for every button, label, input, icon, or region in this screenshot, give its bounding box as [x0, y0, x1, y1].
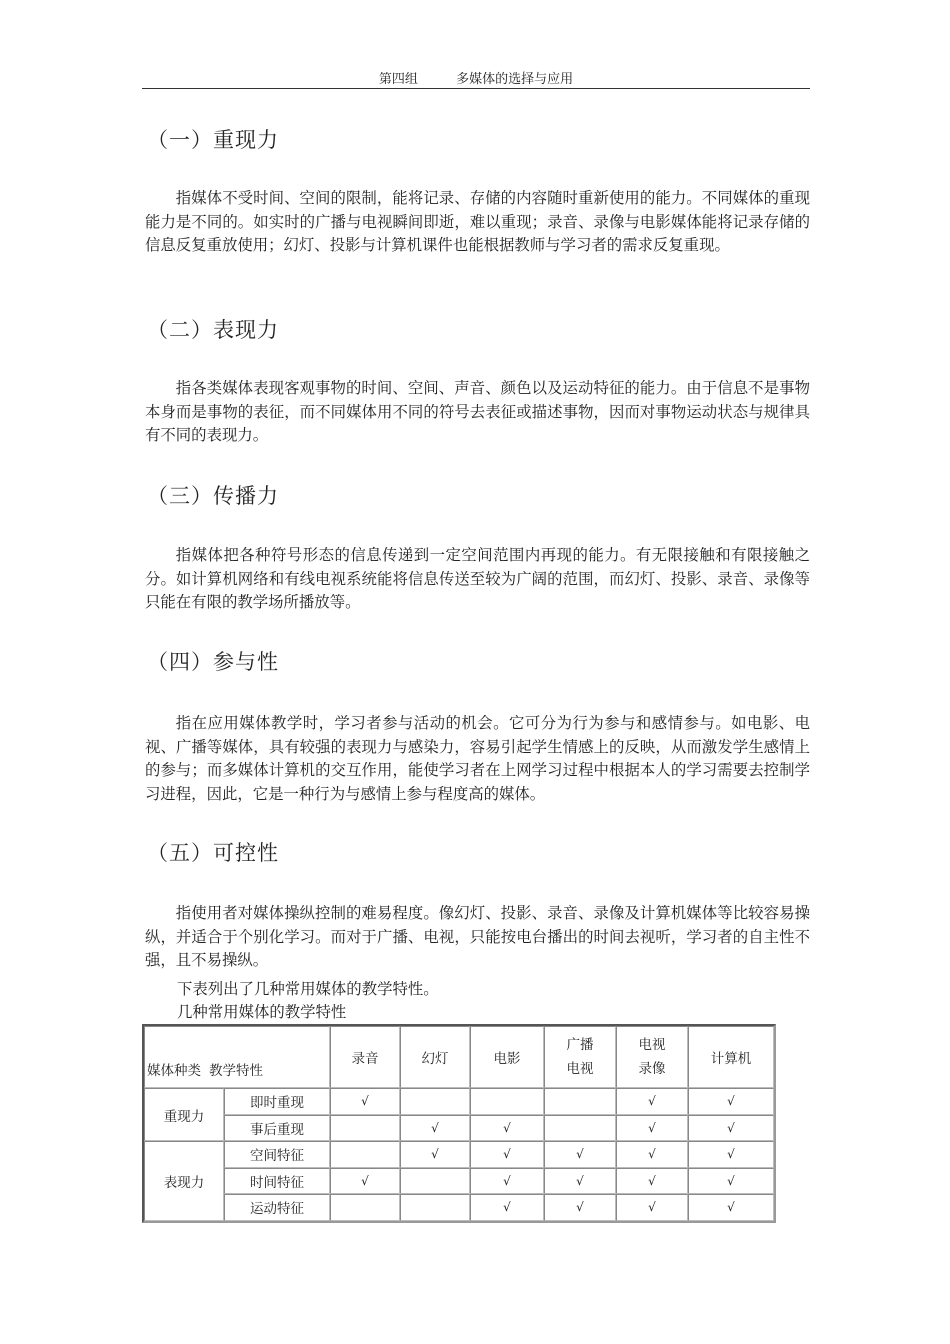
- column-header-广播电视: [544, 1026, 616, 1088]
- check-cell: √: [544, 1168, 616, 1195]
- section-body: 指各类媒体表现客观事物的时间、空间、声音、颜色以及运动特征的能力。由于信息不是事物本身而是事物的表征，而不同媒体用不同的符号去表征或描述事物，因而对事物运动状态与规律具有不同的表现力。: [145, 379, 810, 444]
- column-header-电影: 电影: [470, 1026, 544, 1088]
- row-label: 时间特征: [224, 1168, 330, 1195]
- table-caption: 几种常用媒体的教学特性: [177, 1003, 347, 1021]
- section-heading: （二）表现力: [147, 318, 279, 342]
- section-body: 指在应用媒体教学时，学习者参与活动的机会。它可分为行为参与和感情参与。如电影、电视、广播等媒体，具有较强的表现力与感染力，容易引起学生情感上的反映，从而激发学生感情上的参与；而多媒体计算机的交互作用，能使学习者在上网学习过程中根据本人的学习需要去控制学习进程，因此，它是一种行为与感情上参与程度高的媒体。: [145, 714, 810, 803]
- check-cell: [400, 1194, 470, 1221]
- section-heading: （一）重现力: [147, 128, 279, 152]
- column-header-录音: 录音: [330, 1026, 400, 1088]
- header-section: 第四组: [378, 72, 418, 87]
- check-cell: √: [616, 1168, 688, 1195]
- check-cell: [330, 1115, 400, 1142]
- check-cell: √: [688, 1088, 774, 1115]
- check-cell: [330, 1194, 400, 1221]
- page-header: [142, 68, 810, 89]
- row-group-label: 表现力: [144, 1141, 224, 1221]
- check-cell: √: [616, 1141, 688, 1168]
- check-cell: √: [688, 1141, 774, 1168]
- check-cell: √: [688, 1168, 774, 1195]
- section-heading: （三）传播力: [147, 484, 279, 508]
- column-header-电视录像: [616, 1026, 688, 1088]
- row-label: 运动特征: [224, 1194, 330, 1221]
- check-cell: √: [330, 1088, 400, 1115]
- section-heading: （五）可控性: [147, 841, 279, 865]
- check-cell: √: [688, 1115, 774, 1142]
- column-header-幻灯: 幻灯: [400, 1026, 470, 1088]
- table-row: [144, 1141, 774, 1168]
- check-cell: √: [470, 1115, 544, 1142]
- check-cell: √: [616, 1088, 688, 1115]
- table-header-row: [144, 1026, 774, 1088]
- column-header-计算机: 计算机: [688, 1026, 774, 1088]
- check-cell: √: [544, 1141, 616, 1168]
- check-cell: √: [688, 1194, 774, 1221]
- column-header-line: 电视: [566, 1061, 594, 1077]
- row-label: 即时重现: [224, 1088, 330, 1115]
- table-row: [144, 1168, 774, 1195]
- check-cell: [400, 1168, 470, 1195]
- check-cell: [544, 1088, 616, 1115]
- corner-label-teaching-feature: 教学特性: [209, 1063, 263, 1079]
- column-header-line: 电视: [638, 1037, 666, 1053]
- check-cell: √: [470, 1168, 544, 1195]
- section-body: 指媒体不受时间、空间的限制，能将记录、存储的内容随时重新使用的能力。不同媒体的重现能力是不同的。如实时的广播与电视瞬间即逝，难以重现；录音、录像与电影媒体能将记录存储的信息反复重放使用；幻灯、投影与计算机课件也能根据教师与学习者的需求反复重现。: [145, 189, 810, 254]
- check-cell: √: [544, 1194, 616, 1221]
- check-cell: [400, 1088, 470, 1115]
- check-cell: √: [400, 1115, 470, 1142]
- corner-label-media-type: 媒体种类: [147, 1063, 201, 1079]
- check-cell: [544, 1115, 616, 1142]
- section-body: 指使用者对媒体操纵控制的难易程度。像幻灯、投影、录音、录像及计算机媒体等比较容易操纵，并适合于个别化学习。而对于广播、电视，只能按电台播出的时间去视听，学习者的自主性不强，且不易操纵。: [145, 904, 810, 969]
- check-cell: √: [616, 1115, 688, 1142]
- row-label: 事后重现: [224, 1115, 330, 1142]
- check-cell: √: [616, 1194, 688, 1221]
- row-label: 空间特征: [224, 1141, 330, 1168]
- section-heading: （四）参与性: [147, 650, 279, 674]
- check-cell: √: [400, 1141, 470, 1168]
- table-row: [144, 1194, 774, 1221]
- check-cell: √: [470, 1141, 544, 1168]
- check-cell: [330, 1141, 400, 1168]
- check-cell: √: [330, 1168, 400, 1195]
- media-characteristics-table: [142, 1024, 776, 1223]
- column-header-line: 广播: [566, 1037, 594, 1053]
- table-row: [144, 1088, 774, 1115]
- section-body: 指媒体把各种符号形态的信息传递到一定空间范围内再现的能力。有无限接触和有限接触之分。如计算机网络和有线电视系统能将信息传送至较为广阔的范围，而幻灯、投影、录音、录像等只能在有限的教学场所播放等。: [145, 546, 810, 611]
- column-header-line: 录像: [638, 1061, 666, 1077]
- table-corner-cell: [144, 1026, 330, 1088]
- check-cell: √: [470, 1194, 544, 1221]
- check-cell: [470, 1088, 544, 1115]
- intro-line: 下表列出了几种常用媒体的教学特性。: [177, 980, 439, 998]
- table-row: [144, 1115, 774, 1142]
- row-group-label: 重现力: [144, 1088, 224, 1141]
- header-title: 多媒体的选择与应用: [456, 72, 574, 87]
